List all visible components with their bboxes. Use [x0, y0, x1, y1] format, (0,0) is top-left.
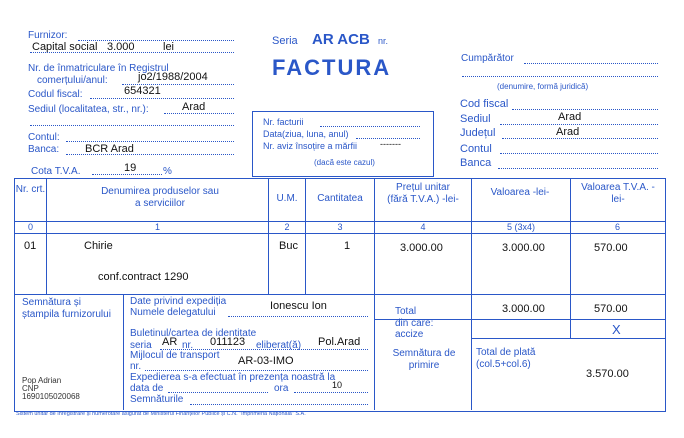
id-label: Buletinul/cartea de identitate	[130, 328, 257, 339]
signatures-label: Semnăturile	[130, 394, 184, 405]
shipment-hour-value: 10	[332, 380, 343, 390]
total-vat: 570.00	[594, 303, 628, 315]
buyer-sub: (denumire, formă juridică)	[497, 82, 589, 91]
excise-label: accize	[395, 329, 424, 340]
dispatch-label: Date privind expediția	[130, 296, 227, 307]
vat-rate-unit: %	[163, 166, 172, 177]
transport-nr-label: nr.	[130, 361, 142, 372]
total-value: 3.000.00	[502, 303, 545, 315]
id-nr-value: 011123	[210, 336, 246, 348]
row-vat: 570.00	[594, 242, 628, 254]
row-qty: 1	[344, 240, 351, 252]
invoice-title: FACTURA	[272, 55, 392, 80]
row-note: conf.contract 1290	[98, 271, 189, 283]
delegate-value: Ionescu Ion	[270, 300, 327, 312]
header-price: Prețul unitar (fără T.V.A.) -lei-	[387, 182, 459, 205]
series-value: AR ACB	[312, 31, 370, 48]
id-series-label: seria	[130, 340, 152, 351]
grand-total-value: 3.570.00	[586, 368, 629, 380]
col-number-0: 0	[27, 222, 33, 232]
col-number-5: 5 (3x4)	[506, 222, 535, 232]
buyer-county-value: Arad	[556, 126, 580, 138]
id-nr-label: nr.	[182, 340, 194, 351]
printer-note: Sistem unitar de înregistrare și numerotare asigurat de Ministerul Finanțelor Publice și C.N. "Imprimeria Națională" S.A.	[16, 411, 306, 417]
col-number-1: 1	[154, 222, 160, 232]
buyer-fiscal-label: Cod fiscal	[460, 98, 509, 110]
row-value: 3.000.00	[502, 242, 545, 254]
header-um: U.M.	[276, 193, 298, 204]
capital-label: Capital social	[32, 41, 98, 53]
issued-value: Pol.Arad	[318, 336, 361, 348]
transport-value: AR-03-IMO	[238, 355, 294, 367]
issued-label: eliberat(ă)	[256, 340, 302, 351]
grand-total-label: Total de plată (col.5+col.6)	[476, 347, 536, 370]
receipt-sign-label: Semnătura de primire	[392, 348, 456, 371]
capital-unit: lei	[163, 41, 175, 53]
buyer-seat-label: Sediul	[460, 113, 491, 125]
vat-rate-value: 19	[124, 162, 137, 174]
reg-value: jo2/1988/2004	[138, 71, 208, 83]
cnp-value: 1690105020068	[22, 392, 80, 401]
id-series-value: AR	[162, 336, 178, 348]
supplier-fiscal-value: 654321	[124, 85, 161, 97]
col-number-6: 6	[614, 222, 620, 232]
delegate-label: Numele delegatului	[130, 307, 216, 318]
header-nr: Nr. crt.	[15, 184, 46, 195]
supplier-fiscal-label: Codul fiscal:	[28, 89, 83, 100]
buyer-label: Cumpărător	[461, 53, 514, 64]
header-name: Denumirea produselor sau a serviciilor	[101, 186, 219, 209]
reg-label-1: Nr. de înmatriculare în Registrul	[28, 63, 169, 74]
buyer-bank-label: Banca	[460, 157, 492, 169]
excise-mark: X	[612, 322, 621, 337]
col-number-3: 3	[337, 222, 343, 232]
row-nr: 01	[24, 240, 37, 252]
reg-label-2: comerțului/anul:	[37, 75, 108, 86]
notice-label: Nr. aviz însoțire a mărfii	[263, 141, 358, 151]
supplier-seat-label: Sediul (localitatea, str., nr.):	[28, 104, 149, 115]
buyer-account-label: Contul	[460, 143, 492, 155]
buyer-county-label: Județul	[460, 127, 496, 139]
row-price: 3.000.00	[400, 242, 443, 254]
transport-label: Mijlocul de transport	[130, 350, 220, 361]
row-um: Buc	[279, 240, 298, 252]
number-label: nr.	[378, 36, 389, 46]
shipment-date-label: data de	[130, 383, 164, 394]
buyer-seat-value: Arad	[558, 111, 582, 123]
header-vat: Valoarea T.V.A. -lei-	[581, 182, 655, 205]
items-table	[14, 178, 666, 412]
supplier-label: Furnizor:	[28, 30, 68, 41]
supplier-bank-value: BCR Arad	[85, 143, 134, 155]
row-name: Chirie	[84, 240, 113, 252]
header-value: Valoarea -lei-	[490, 187, 550, 198]
series-label: Seria	[272, 35, 298, 47]
col-number-4: 4	[420, 222, 426, 232]
notice-note: (dacă este cazul)	[314, 158, 375, 167]
of-which-label: din care:	[395, 318, 434, 329]
notice-value: -------	[380, 139, 401, 149]
supplier-sign-label: Semnătura și ștampila furnizorului	[22, 297, 111, 320]
supplier-account-label: Contul:	[28, 132, 60, 143]
invoice-nr-label: Nr. facturii	[263, 117, 304, 127]
vat-rate-label: Cota T.V.A.	[31, 166, 81, 177]
col-number-2: 2	[284, 222, 290, 232]
supplier-bank-label: Banca:	[28, 144, 60, 155]
signer-name: Pop Adrian	[22, 376, 62, 385]
total-label: Total	[395, 306, 417, 317]
header-qty: Cantitatea	[317, 193, 363, 204]
shipment-hour-label: ora	[274, 383, 289, 394]
supplier-seat-value: Arad	[182, 101, 206, 113]
invoice-date-label: Data(ziua, luna, anul)	[263, 129, 349, 139]
shipment-label: Expedierea s-a efectuat în prezența noastră la	[130, 372, 336, 383]
cnp-label: CNP	[22, 384, 39, 393]
capital-value: 3.000	[107, 41, 135, 53]
